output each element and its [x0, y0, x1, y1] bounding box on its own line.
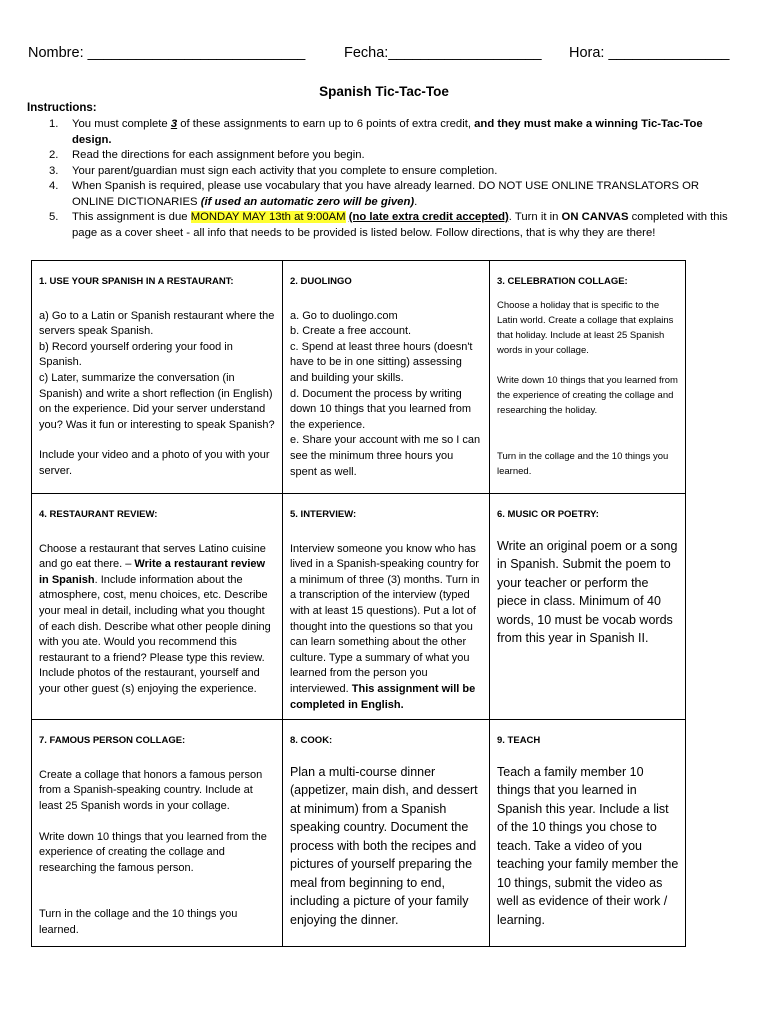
hour-field[interactable]: Hora: _______________ [569, 45, 730, 61]
tic-tac-toe-grid [31, 260, 686, 947]
instructions-list [29, 117, 739, 241]
name-field[interactable]: Nombre: ___________________________ [28, 45, 306, 61]
cell-interview: 5. INTERVIEW: Interview someone you know who has lived in a Spanish-speaking country for a minimum of three (3) months. Turn in a transcription of the interview (typed with at least 15 questions). Put a lot of thought into the questions so that you can learn something about the other culture. Type a summary of what you learned from the person you interviewed. This assignment will be completed in English. [283, 494, 490, 720]
cell-duolingo: 2. DUOLINGO a. Go to duolingo.com b. Create a free account. c. Spend at least three hours (doesn't have to be in one sitting) assessing and building your skills. d. Document the process by writing down 10 things that you learned from the experience. e. Share your account with me so I can see the minimum three hours you spent as well. [283, 261, 490, 494]
instruction-item: 5. This assignment is due MONDAY MAY 13th at 9:00AM (no late extra credit accepted). Turn it in ON CANVAS completed with this page as a cover sheet - all info that needs to be provided is listed below. Follow directions, that is why they are there! [49, 211, 728, 239]
cell-teach: 9. TEACH Teach a family member 10 things that you learned in Spanish this year. Include a list of the 10 things you chose to teach. Take a video of you teaching your family member the 10 things, submit the video as well as evidence of their work / learning. [490, 720, 686, 947]
instruction-item: 2. Read the directions for each assignment before you begin. [49, 149, 365, 161]
instructions-label: Instructions: [27, 102, 97, 114]
date-field[interactable]: Fecha:___________________ [344, 45, 542, 61]
cell-cook: 8. COOK: Plan a multi-course dinner (appetizer, main dish, and dessert at minimum) from a Spanish speaking country. Document the process with both the recipes and pictures of yourself preparing the meal from beginning to end, including a picture of your family enjoying the dinner. [283, 720, 490, 947]
cell-restaurant-review: 4. RESTAURANT REVIEW: Choose a restaurant that serves Latino cuisine and go eat there. – Write a restaurant review in Spanish. Include information about the atmosphere, cost, menu choices, etc. Describe your meal in detail, including what you thought of each dish. Describe what other people dining with you ate. Would you recommend this restaurant to a friend? Please type this review. Include photos of the restaurant, yourself and your other guest (s) enjoying the experience. [32, 494, 283, 720]
instruction-item: 4. When Spanish is required, please use vocabulary that you have already learned. DO NOT USE ONLINE TRANSLATORS OR ONLINE DICTIONARIES (if used an automatic zero will be given). [49, 180, 700, 208]
cell-celebration-collage: 3. CELEBRATION COLLAGE: Choose a holiday that is specific to the Latin world. Create a collage that explains that holiday. Include at least 25 Spanish words in your collage. Write down 10 things that you learned from the experience of creating the collage and researching the holiday. Turn in the collage and the 10 things you learned. [490, 261, 686, 494]
cell-famous-person-collage: 7. FAMOUS PERSON COLLAGE: Create a collage that honors a famous person from a Spanish-speaking country. Include at least 25 Spanish words in your collage. Write down 10 things that you learned from the experience of creating the collage and researching the famous person. Turn in the collage and the 10 things you learned. [32, 720, 283, 947]
instruction-item: 1. You must complete 3 of these assignments to earn up to 6 points of extra credit, and they must make a winning Tic-Tac-Toe design. [49, 118, 703, 146]
cell-music-poetry: 6. MUSIC OR POETRY: Write an original poem or a song in Spanish. Submit the poem to your teacher or perform the piece in class. Minimum of 40 words, 10 must be vocab words from this year in Spanish II. [490, 494, 686, 720]
cell-restaurant: 1. USE YOUR SPANISH IN A RESTAURANT: a) Go to a Latin or Spanish restaurant where the servers speak Spanish. b) Record yourself ordering your food in Spanish. c) Later, summarize the conversation (in Spanish) and write a short reflection (in English) on the experience. Did your server understand you? Was it fun or interesting to speak Spanish? Include your video and a photo of you with your server. [32, 261, 283, 494]
due-date-highlight: MONDAY MAY 13th at 9:00AM [190, 211, 346, 223]
page-title: Spanish Tic-Tac-Toe [319, 84, 449, 99]
instruction-item: 3. Your parent/guardian must sign each activity that you complete to ensure completion. [49, 164, 498, 177]
